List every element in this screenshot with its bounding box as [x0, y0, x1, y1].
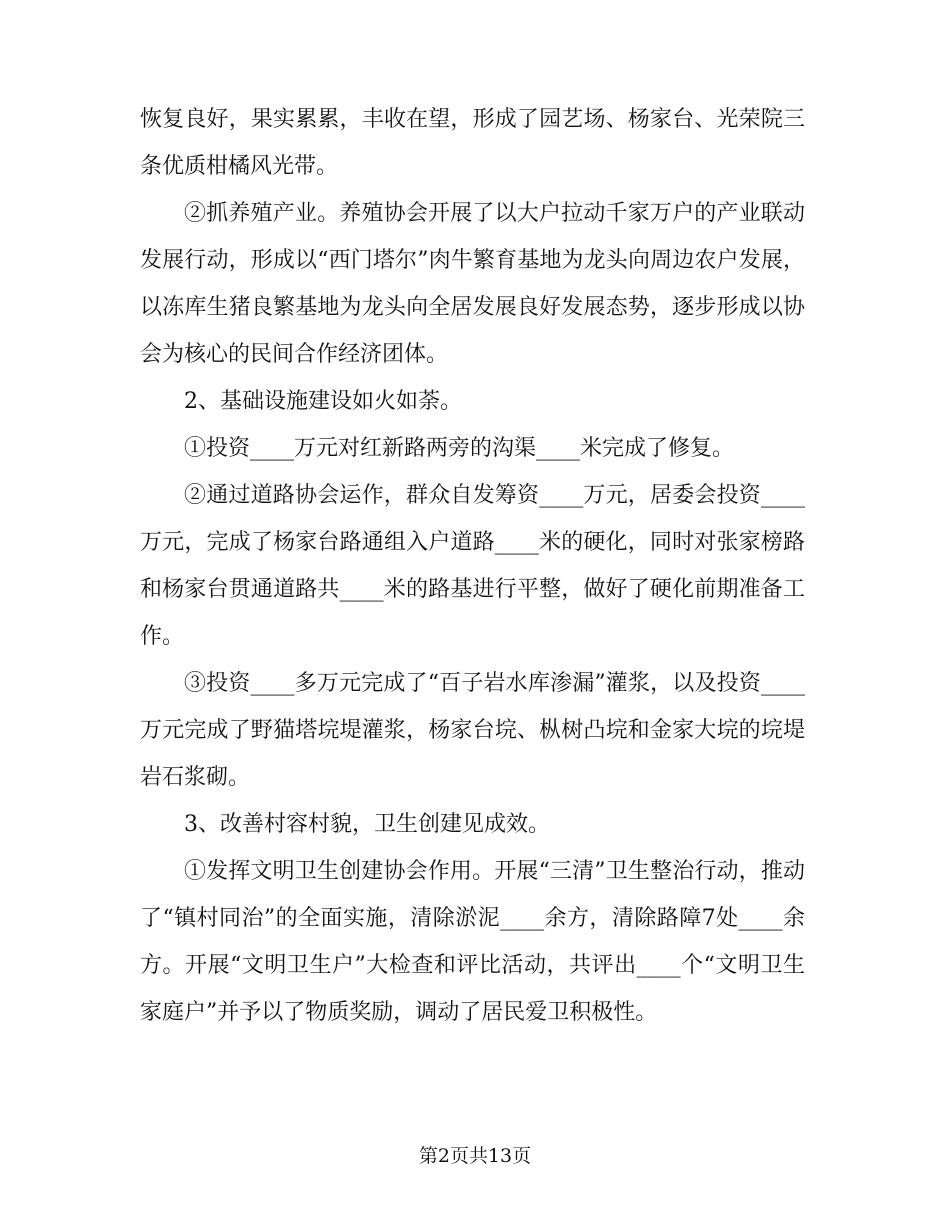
paragraph-continuation: 恢复良好，果实累累，丰收在望，形成了园艺场、杨家台、光荣院三条优质柑橘风光带。 [140, 107, 805, 179]
paragraph-livestock: ②抓养殖产业。养殖协会开展了以大户拉动千家万户的产业联动发展行动，形成以“西门塔尔”肉牛繁育基地为龙头向周边农户发展，以冻库生猪良繁基地为龙头向全居发展良好发展态势，逐步形成以协会为核心的民间合作经济团体。 [140, 201, 805, 367]
section-heading-infrastructure: 2、基础设施建设如火如荼。 [184, 389, 462, 414]
page-number-footer: 第2页共13页 [418, 1145, 532, 1167]
document-body [140, 96, 805, 1036]
paragraph-reservoir-grouting: ③投资____多万元完成了“百子岩水库渗漏”灌浆，以及投资____万元完成了野猫塔垸堤灌浆，杨家台垸、枞树凸垸和金家大垸的垸堤岩石浆砌。 [140, 671, 805, 790]
paragraph-road-association: ②通过道路协会运作，群众自发筹资____万元，居委会投资____万元，完成了杨家台路通组入户道路____米的硬化，同时对张家榜路和杨家台贯通道路共____米的路基进行平整，做好了硬化前期准备工作。 [140, 483, 805, 649]
paragraph-sanitation: ①发挥文明卫生创建协会作用。开展“三清”卫生整治行动，推动了“镇村同治”的全面实施，清除淤泥____余方，清除路障7处____余方。开展“文明卫生户”大检查和评比活动，共评出____个“文明卫生家庭户”并予以了物质奖励，调动了居民爱卫积极性。 [140, 859, 805, 1025]
paragraph-ditch-repair: ①投资____万元对红新路两旁的沟渠____米完成了修复。 [184, 436, 735, 461]
section-heading-village-appearance: 3、改善村容村貌，卫生创建见成效。 [184, 812, 550, 837]
